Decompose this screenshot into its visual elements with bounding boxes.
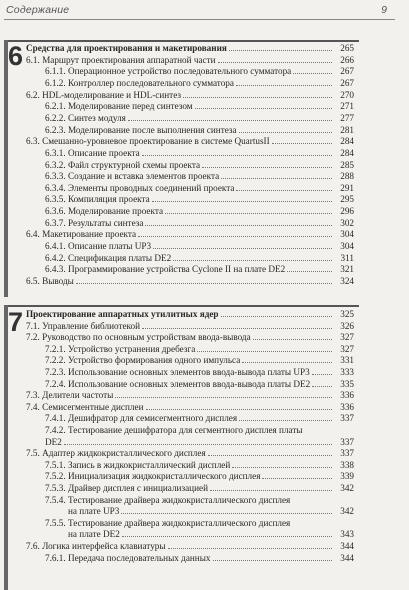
- toc-entry-page: 291: [340, 182, 354, 193]
- toc-entry: [45, 495, 354, 506]
- chapter6-side-bar: [4, 40, 8, 297]
- toc-leader-dots: [138, 229, 332, 237]
- toc-entry: [68, 506, 354, 517]
- toc-leader-dots: [312, 379, 332, 387]
- toc-entry: [45, 113, 354, 124]
- toc-entry: [26, 55, 354, 66]
- toc-entry-title: 7.5.4. Тестирование драйвера жидкокристаллического дисплея: [45, 494, 291, 505]
- toc-entry-page: 267: [340, 66, 354, 77]
- toc-entry-page: 327: [340, 332, 354, 343]
- toc-entry-title: Проектирование аппаратных утилитных ядер: [26, 309, 219, 319]
- toc-entry-title: 7.2.2. Устройство формирования одного импульса: [45, 355, 241, 366]
- toc-leader-dots: [122, 529, 332, 537]
- toc-entry-title: 7.2.4. Использование основных элементов ввода-вывода платы DE2: [45, 378, 311, 389]
- header-rule: [4, 19, 395, 20]
- toc-leader-dots: [64, 437, 332, 445]
- toc-entry: [45, 471, 354, 482]
- toc-entry-title: 6.2.3. Моделирование после выполнения синтеза: [45, 124, 237, 135]
- running-head: Содержание: [6, 4, 70, 16]
- toc-entry: [26, 390, 354, 401]
- toc-entry-title: 6.4.3. Программирование устройства Cyclone II на плате DE2: [45, 264, 286, 275]
- toc-entry: [45, 367, 354, 378]
- toc-entry-title: 7.3. Делители частоты: [26, 390, 114, 401]
- toc-entry-page: 331: [340, 355, 354, 366]
- toc-entry-title: 6.4. Макетирование проекта: [26, 229, 137, 240]
- toc-entry: [45, 194, 354, 205]
- toc-leader-dots: [272, 136, 332, 144]
- toc-leader-dots: [168, 541, 332, 549]
- toc-entry-title: 6.4.1. Описание платы UP3: [45, 241, 152, 252]
- toc-leader-dots: [208, 448, 332, 456]
- toc-entry-title: 6.3. Смешанно-уровневое проектирование в системе QuartusII: [26, 136, 270, 147]
- toc-entry: [26, 136, 354, 147]
- toc-entry-title: 6.3.3. Создание и вставка элементов проекта: [45, 171, 220, 182]
- toc-entry: [26, 541, 354, 552]
- toc-leader-dots: [142, 148, 332, 156]
- toc-entry-page: 277: [340, 112, 354, 123]
- toc-entry: [45, 483, 354, 494]
- toc-entry-title: 7.4.2. Тестирование дешифратора для сегментного дисплея платы: [45, 425, 303, 435]
- toc-entry-title: 7.2.3. Использование основных элементов ввода-вывода платы UP3: [45, 367, 310, 377]
- toc-entry-title: 6.3.2. Файл структурной схемы проекта: [45, 159, 201, 170]
- toc-leader-dots: [293, 66, 332, 74]
- toc-leader-dots: [229, 43, 332, 51]
- toc-entry-title: 6.2. HDL-моделирование и HDL-синтез: [26, 89, 182, 100]
- toc-entry: [45, 553, 354, 564]
- toc-entry: [45, 264, 354, 275]
- toc-entry-title: на плате UP3: [68, 506, 120, 517]
- toc-entry-title: 7.5.3. Драйвер дисплея с инициализацией: [45, 483, 209, 493]
- toc-entry-page: 265: [340, 43, 354, 53]
- toc-entry-page: 271: [340, 101, 354, 112]
- toc-entry: [26, 229, 354, 240]
- toc-entry-title: 7.5. Адаптер жидкокристаллического дисплея: [26, 448, 206, 459]
- toc-leader-dots: [183, 90, 332, 98]
- chapter6-top-rule: [4, 40, 359, 42]
- toc-entry: [45, 218, 354, 229]
- toc-entry-page: 288: [340, 171, 354, 182]
- toc-entry-page: 327: [340, 343, 354, 354]
- toc-entry: [45, 253, 354, 264]
- toc-entry-page: 339: [340, 471, 354, 482]
- toc-entry: [45, 125, 354, 136]
- toc-entry-page: 324: [340, 276, 354, 286]
- toc-entry-page: 335: [340, 378, 354, 389]
- toc-entry-title: 7.5.5. Тестирование драйвера жидкокристаллического дисплея: [45, 517, 291, 528]
- toc-entry-title: 6.1. Маршрут проектирования аппаратной части: [26, 54, 216, 65]
- toc-leader-dots: [173, 253, 332, 261]
- toc-entry-title: на плате DE2: [68, 529, 120, 540]
- toc-entry-title: 7.5.1. Запись в жидкокристаллический дисплей: [45, 459, 231, 470]
- toc-entry-title: 7.2.1. Устройство устранения дребезга: [45, 343, 196, 354]
- toc-leader-dots: [262, 471, 332, 479]
- toc-entry-page: 344: [340, 541, 354, 551]
- toc-leader-dots: [152, 194, 332, 202]
- toc-entry-title: DE2: [45, 436, 62, 447]
- toc-entry-title: 6.2.1. Моделирование перед синтезом: [45, 101, 193, 112]
- toc-leader-dots: [236, 78, 332, 86]
- toc-leader-dots: [236, 183, 332, 191]
- toc-entry-title: 7.6.1. Передача последовательных данных: [45, 552, 211, 563]
- toc-entry-page: 302: [340, 217, 354, 228]
- toc-leader-dots: [253, 332, 332, 340]
- toc-leader-dots: [210, 483, 332, 491]
- toc-leader-dots: [239, 413, 332, 421]
- toc-entry: [26, 332, 354, 343]
- toc-leader-dots: [218, 55, 332, 63]
- toc-entry-page: 336: [340, 390, 354, 401]
- toc-entry-page: 304: [340, 229, 354, 240]
- toc-entry: [45, 355, 354, 366]
- toc-entry-title: 7.1. Управление библиотекой: [26, 320, 141, 331]
- toc-leader-dots: [232, 460, 332, 468]
- toc-entry-page: 338: [340, 459, 354, 470]
- toc-entry-page: 343: [340, 529, 354, 540]
- toc-entry-page: 336: [340, 401, 354, 412]
- chapter7-side-bar: [4, 305, 8, 590]
- toc-leader-dots: [115, 390, 332, 398]
- toc-entry-page: 337: [340, 436, 354, 447]
- toc-entry-title: 6.3.5. Компиляция проекта: [45, 194, 150, 205]
- toc-entry: [45, 460, 354, 471]
- toc-entry-title: 6.3.7. Результаты синтеза: [45, 217, 144, 228]
- toc-leader-dots: [146, 402, 333, 410]
- toc-entry-page: 270: [340, 89, 354, 100]
- toc-entry-page: 295: [340, 194, 354, 205]
- toc-entry: [45, 518, 354, 529]
- toc-entry-page: 266: [340, 54, 354, 65]
- chapter7-top-rule: [4, 305, 359, 307]
- toc-entry-title: 6.3.6. Моделирование проекта: [45, 206, 164, 217]
- toc-leader-dots: [202, 160, 332, 168]
- toc-entry: [45, 241, 354, 252]
- toc-leader-dots: [221, 309, 332, 317]
- toc-entry-title: 7.2. Руководство по основным устройствам ввода-вывода: [26, 332, 251, 343]
- page-header: [0, 0, 409, 26]
- toc-entry: [26, 309, 354, 320]
- toc-entry: [45, 160, 354, 171]
- chapter6-number: 6: [8, 41, 24, 71]
- toc-entry-page: 285: [340, 159, 354, 170]
- toc-entry: [45, 413, 354, 424]
- toc-entry: [45, 66, 354, 77]
- toc-leader-dots: [287, 264, 332, 272]
- toc-entry-page: 311: [340, 252, 354, 263]
- toc-leader-dots: [195, 101, 332, 109]
- toc-leader-dots: [121, 506, 332, 514]
- toc-leader-dots: [76, 276, 332, 284]
- toc-leader-dots: [213, 553, 333, 561]
- toc-entry-page: 321: [340, 264, 354, 275]
- toc-entry: [26, 321, 354, 332]
- toc-entry-page: 267: [340, 77, 354, 88]
- toc-entry-page: 337: [340, 448, 354, 459]
- toc-entry-page: 304: [340, 241, 354, 252]
- toc-entry: [26, 276, 354, 287]
- toc-entry-title: 6.4.2. Спецификация платы DE2: [45, 252, 172, 263]
- toc-leader-dots: [197, 344, 332, 352]
- toc-entry-title: 6.1.1. Операционное устройство последовательного сумматора: [45, 66, 292, 77]
- toc-entry-page: 326: [340, 320, 354, 331]
- toc-leader-dots: [221, 171, 332, 179]
- toc-entry: [45, 183, 354, 194]
- toc-entry-page: 325: [340, 309, 354, 319]
- toc-entry-page: 337: [340, 413, 354, 424]
- toc-entry-page: 296: [340, 206, 354, 217]
- toc-entry: [26, 448, 354, 459]
- toc-entry-page: 333: [340, 367, 354, 377]
- toc-entry: [45, 148, 354, 159]
- toc-entry-title: 7.5.2. Инициализация жидкокристаллического дисплея: [45, 471, 261, 482]
- toc-entry-title: 7.6. Логика интерфейса клавиатуры: [26, 541, 166, 551]
- toc-entry-title: 6.2.2. Синтез модуля: [45, 112, 126, 123]
- toc-leader-dots: [312, 367, 332, 375]
- toc-entry-page: 284: [340, 147, 354, 158]
- toc-entry-title: 6.3.4. Элементы проводных соединений проекта: [45, 182, 235, 193]
- toc-leader-dots: [128, 113, 332, 121]
- toc-entry-page: 284: [340, 136, 354, 147]
- toc-entry-page: 344: [340, 552, 354, 563]
- toc-entry-title: 6.3.1. Описание проекта: [45, 147, 140, 158]
- toc-entry-page: 281: [340, 124, 354, 135]
- toc-entry-title: 6.1.2. Контроллер последовательного сумматора: [45, 77, 234, 88]
- toc-entry: [26, 43, 354, 54]
- toc-entry-title: 7.4. Семисегментные дисплеи: [26, 401, 144, 412]
- toc-entry: [45, 437, 354, 448]
- toc-leader-dots: [242, 355, 332, 363]
- toc-entry: [45, 379, 354, 390]
- toc-leader-dots: [165, 206, 332, 214]
- toc-leader-dots: [153, 241, 332, 249]
- chapter7-number: 7: [8, 307, 24, 337]
- toc-leader-dots: [239, 125, 332, 133]
- toc-entry: [45, 344, 354, 355]
- toc-entry: [45, 206, 354, 217]
- toc-entry: [45, 171, 354, 182]
- toc-entry: [26, 90, 354, 101]
- toc-entry: [26, 402, 354, 413]
- page-number: 9: [381, 4, 387, 16]
- toc-leader-dots: [145, 218, 332, 226]
- toc-entry-title: 7.4.1. Дешифратор для семисегментного дисплея: [45, 413, 238, 424]
- toc-entry-title: 6.5. Выводы: [26, 276, 74, 286]
- toc-entry: [45, 78, 354, 89]
- toc-entry: [68, 529, 354, 540]
- toc-entry: [45, 101, 354, 112]
- toc-entry-title: Средства для проектирования и макетирования: [26, 43, 227, 53]
- toc-leader-dots: [142, 321, 332, 329]
- toc-entry-page: 342: [340, 506, 354, 517]
- toc-entry-page: 342: [340, 483, 354, 493]
- toc-entry: [45, 425, 354, 436]
